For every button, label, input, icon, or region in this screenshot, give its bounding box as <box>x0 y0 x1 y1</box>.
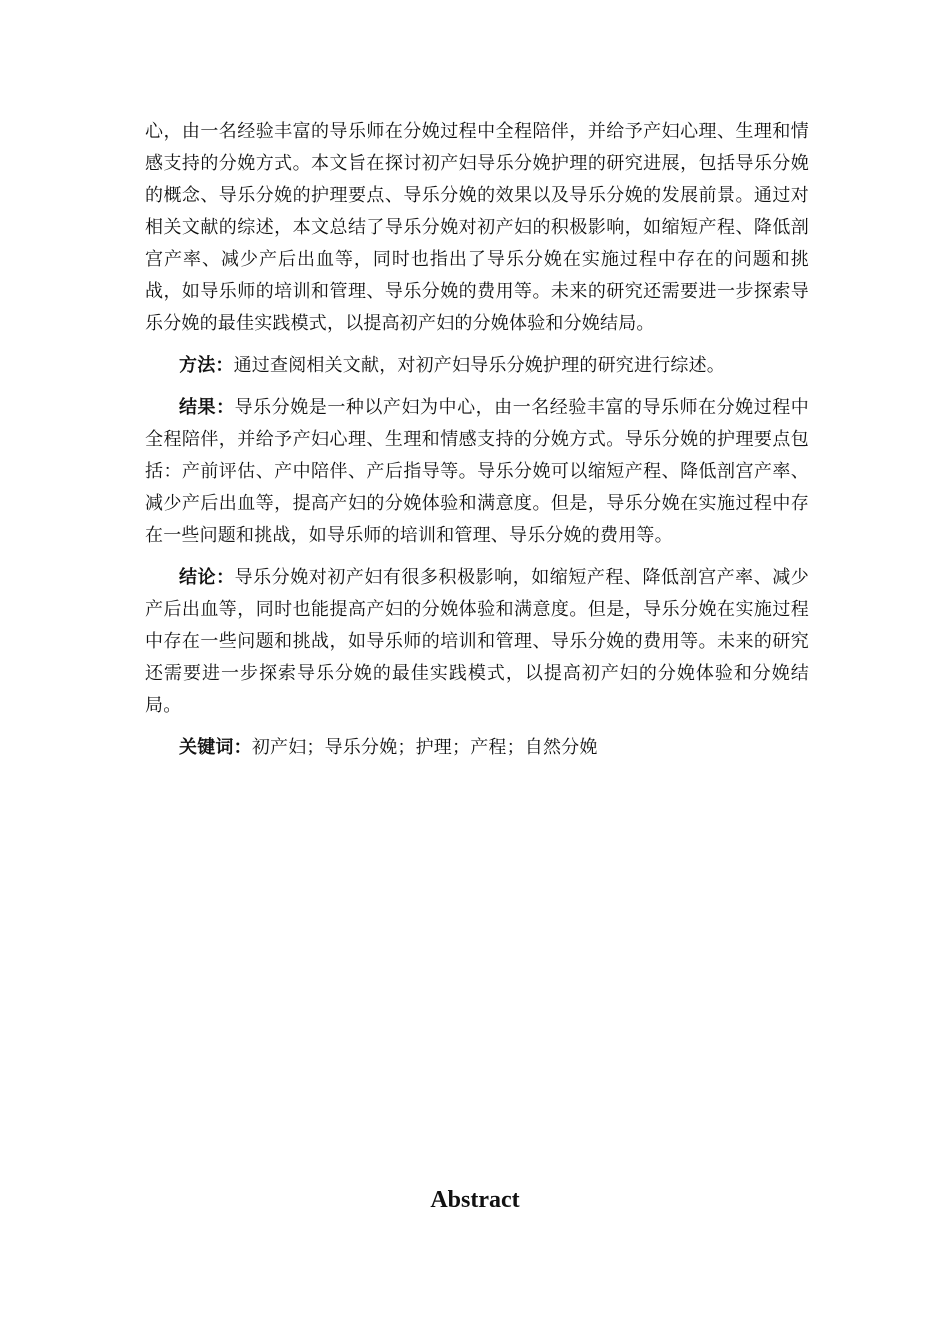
conclusion-label: 结论： <box>179 567 235 588</box>
results-label: 结果： <box>179 397 235 418</box>
methods-text: 通过查阅相关文献，对初产妇导乐分娩护理的研究进行综述。 <box>233 355 726 376</box>
keywords-label: 关键词： <box>179 737 252 758</box>
keywords-paragraph <box>145 732 809 764</box>
methods-paragraph <box>145 350 809 382</box>
keywords-text: 初产妇；导乐分娩；护理；产程；自然分娩 <box>251 737 598 758</box>
methods-label: 方法： <box>179 355 234 376</box>
abstract-heading: Abstract <box>430 1187 520 1213</box>
conclusion-paragraph <box>145 562 809 722</box>
results-text: 导乐分娩是一种以产妇为中心，由一名经验丰富的导乐师在分娩过程中全程陪伴，并给予产妇心理、生理和情感支持的分娩方式。导乐分娩的护理要点包括：产前评估、产中陪伴、产后指导等。导乐分娩可以缩短产程、降低剖宫产率、减少产后出血等，提高产妇的分娩体验和满意度。但是，导乐分娩在实施过程中存在一些问题和挑战，如导乐师的培训和管理、导乐分娩的费用等。 <box>145 397 809 546</box>
intro-paragraph: 心，由一名经验丰富的导乐师在分娩过程中全程陪伴，并给予产妇心理、生理和情感支持的分娩方式。本文旨在探讨初产妇导乐分娩护理的研究进展，包括导乐分娩的概念、导乐分娩的护理要点、导乐分娩的效果以及导乐分娩的发展前景。通过对相关文献的综述，本文总结了导乐分娩对初产妇的积极影响，如缩短产程、降低剖宫产率、减少产后出血等，同时也指出了导乐分娩在实施过程中存在的问题和挑战，如导乐师的培训和管理、导乐分娩的费用等。未来的研究还需要进一步探索导乐分娩的最佳实践模式，以提高初产妇的分娩体验和分娩结局。 <box>145 121 809 334</box>
results-paragraph <box>145 392 809 552</box>
conclusion-text: 导乐分娩对初产妇有很多积极影响，如缩短产程、降低剖宫产率、减少产后出血等，同时也能提高产妇的分娩体验和满意度。但是，导乐分娩在实施过程中存在一些问题和挑战，如导乐师的培训和管理、导乐分娩的费用等。未来的研究还需要进一步探索导乐分娩的最佳实践模式，以提高初产妇的分娩体验和分娩结局。 <box>145 567 809 716</box>
abstract-body <box>145 116 809 774</box>
